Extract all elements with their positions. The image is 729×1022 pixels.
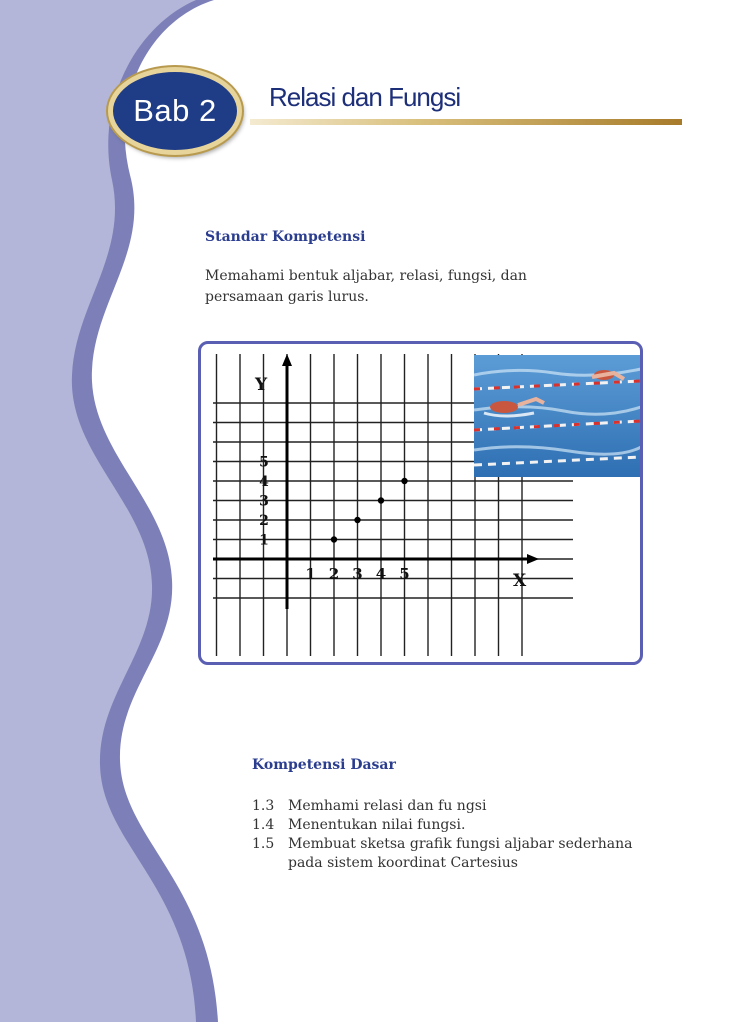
x-axis-label: X — [513, 571, 527, 591]
title-underline — [250, 119, 682, 125]
chapter-badge-label: Bab 2 — [133, 93, 217, 128]
list-item-text: Membuat sketsa grafik fungsi aljabar sederhana pada sistem koordinat Cartesius — [288, 836, 633, 871]
x-tick-label: 1 — [305, 565, 316, 583]
y-tick-label: 3 — [259, 493, 269, 510]
y-tick-label: 4 — [259, 474, 269, 490]
y-axis-arrow — [282, 354, 292, 366]
list-item-number: 1.3 — [252, 798, 275, 814]
list-item-number: 1.5 — [252, 836, 275, 852]
y-tick-label: 2 — [259, 513, 269, 529]
list-item — [252, 816, 648, 835]
data-points — [331, 478, 408, 543]
list-item-number: 1.4 — [252, 817, 275, 833]
standar-kompetensi-line: Memahami bentuk aljabar, relasi, fungsi, dan — [205, 268, 527, 284]
list-item — [252, 835, 648, 873]
list-item-text: Menentukan nilai fungsi. — [288, 817, 466, 833]
data-point — [401, 478, 407, 484]
data-point — [354, 517, 360, 523]
swimmer-photo — [474, 355, 641, 477]
kompetensi-dasar-heading: Kompetensi Dasar — [252, 757, 396, 773]
data-point — [378, 497, 384, 503]
data-point — [331, 536, 337, 542]
list-item — [252, 797, 648, 816]
y-tick-label: 1 — [259, 532, 269, 549]
list-item-text: Memhami relasi dan fu ngsi — [288, 798, 487, 814]
standar-kompetensi-line: persamaan garis lurus. — [205, 289, 369, 305]
standar-kompetensi-heading: Standar Kompetensi — [205, 229, 366, 245]
x-tick-label: 3 — [352, 565, 363, 583]
x-tick-label: 4 — [375, 565, 387, 583]
y-tick-label: 5 — [259, 454, 269, 471]
kompetensi-dasar-list — [252, 797, 648, 873]
standar-kompetensi-text — [205, 266, 527, 308]
chapter-title: Relasi dan Fungsi — [269, 82, 461, 112]
x-tick-label: 5 — [399, 565, 410, 583]
x-axis-arrow — [527, 554, 539, 564]
y-axis-label: Y — [255, 375, 268, 395]
figure-frame — [198, 341, 643, 665]
chapter-badge — [108, 67, 242, 155]
x-tick-label: 2 — [328, 565, 340, 583]
